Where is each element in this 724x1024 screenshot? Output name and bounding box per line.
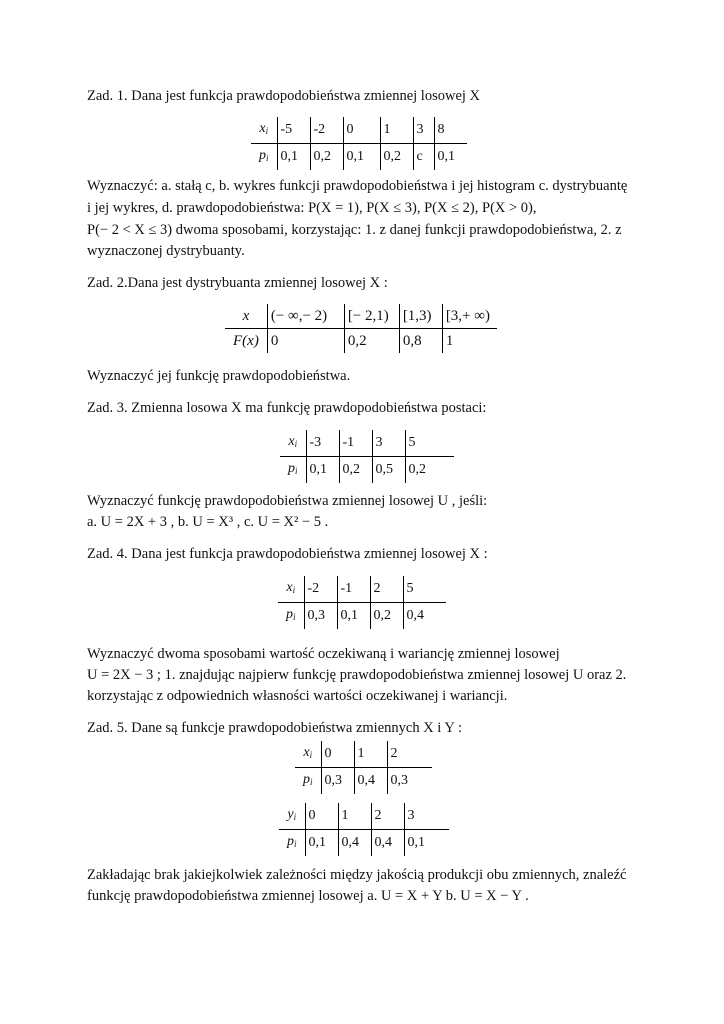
task-1-heading: Zad. 1. Dana jest funkcja prawdopodobieństwa zmiennej losowej X (87, 88, 481, 104)
row-label: $p_i$ (259, 148, 269, 163)
table-cell: 1 (442, 329, 497, 354)
task-4-table (278, 576, 446, 629)
task-3-line-1: Wyznaczyć funkcję prawdopodobieństwa zmiennej losowej U , jeśli: (87, 493, 488, 509)
table-cell: -1 (337, 576, 370, 603)
table-cell: 0,1 (404, 830, 449, 857)
table-cell: 0 (267, 329, 344, 354)
table-cell: 3 (404, 803, 449, 830)
table-cell: [1,3) (399, 304, 442, 329)
table-cell: 0,4 (371, 830, 404, 857)
table-cell: 0,3 (321, 768, 354, 795)
row-label: $x_i$ (295, 741, 321, 768)
table-row (251, 144, 467, 171)
task-5-line-2: funkcję prawdopodobieństwa zmiennej losowej a. U = X + Y b. U = X − Y . (87, 888, 529, 904)
table-cell: 2 (371, 803, 404, 830)
table-cell: 2 (387, 741, 432, 768)
table-row (280, 457, 454, 484)
table-cell: 0,2 (344, 329, 399, 354)
table-cell: 0,2 (370, 603, 403, 630)
row-label: $y_i$ (279, 803, 305, 830)
task-2-line-1: Wyznaczyć jej funkcję prawdopodobieństwa. (87, 368, 351, 384)
table-cell: 1 (354, 741, 387, 768)
table-row (295, 741, 432, 768)
table-row (295, 768, 432, 795)
table-cell: 0,8 (399, 329, 442, 354)
table-cell: 1 (380, 117, 413, 144)
table-cell: 0 (321, 741, 354, 768)
table-row (278, 603, 446, 630)
task-3-heading: Zad. 3. Zmienna losowa X ma funkcję prawdopodobieństwa postaci: (87, 400, 487, 416)
table-row (225, 304, 497, 329)
task-5-heading: Zad. 5. Dane są funkcje prawdopodobieństwa zmiennych X i Y : (87, 720, 463, 736)
task-1-table (251, 117, 467, 170)
table-cell: 2 (370, 576, 403, 603)
task-5-table-y (279, 803, 449, 856)
table-cell: -1 (339, 430, 372, 457)
task-4-line-3: korzystając z odpowiednich własności wartości oczekiwanej i wariancji. (87, 688, 508, 704)
table-cell: 8 (434, 117, 467, 144)
table-cell: 0,5 (372, 457, 405, 484)
table-cell: -3 (306, 430, 339, 457)
table-row (251, 117, 467, 144)
task-4-line-2: U = 2X − 3 ; 1. znajdując najpierw funkcję prawdopodobieństwa zmiennej losowej U oraz 2. (87, 667, 627, 683)
table-row (279, 830, 449, 857)
table-cell: 3 (372, 430, 405, 457)
task-5-table-x (295, 741, 432, 794)
table-cell: 0,4 (338, 830, 371, 857)
task-4-line-1: Wyznaczyć dwoma sposobami wartość oczekiwaną i wariancję zmiennej losowej (87, 646, 560, 662)
table-cell: 5 (405, 430, 454, 457)
task-2-table (225, 304, 497, 353)
task-1-line-3: P(− 2 < X ≤ 3) dwoma sposobami, korzystając: 1. z danej funkcji prawdopodobieństwa, 2. z (87, 222, 622, 238)
table-cell: 0,1 (277, 144, 310, 171)
row-label: $x_i$ (280, 430, 306, 457)
table-cell: 0 (343, 117, 380, 144)
table-cell: 0,4 (403, 603, 446, 630)
table-cell: 0,2 (380, 144, 413, 171)
task-2-heading: Zad. 2.Dana jest dystrybuanta zmiennej losowej X : (87, 275, 388, 291)
table-cell: 5 (403, 576, 446, 603)
task-4-heading: Zad. 4. Dana jest funkcja prawdopodobieństwa zmiennej losowej X : (87, 546, 488, 562)
table-cell: [− 2,1) (344, 304, 399, 329)
table-row (225, 329, 497, 354)
row-label: $p_i$ (287, 834, 297, 849)
task-1-line-4: wyznaczonej dystrybuanty. (87, 243, 245, 259)
table-cell: 0,4 (354, 768, 387, 795)
row-label: F(x) (233, 333, 259, 349)
task-1-line-1: Wyznaczyć: a. stałą c, b. wykres funkcji prawdopodobieństwa i jej histogram c. dystrybuantę (87, 178, 628, 194)
task-3-line-2: a. U = 2X + 3 , b. U = X³ , c. U = X² − 5 . (87, 514, 329, 530)
table-cell: 0,2 (310, 144, 343, 171)
table-cell: 0,1 (305, 830, 338, 857)
row-label: x (225, 304, 267, 329)
task-1-line-2: i jej wykres, d. prawdopodobieństwa: P(X = 1), P(X ≤ 3), P(X ≤ 2), P(X > 0), (87, 200, 537, 216)
table-cell: 0,3 (304, 603, 337, 630)
table-cell: 0,1 (434, 144, 467, 171)
table-cell: 0,3 (387, 768, 432, 795)
table-cell: 0,1 (343, 144, 380, 171)
row-label: $x_i$ (251, 117, 277, 144)
row-label: $x_i$ (278, 576, 304, 603)
table-cell: 0 (305, 803, 338, 830)
row-label: $p_i$ (303, 772, 313, 787)
table-cell: 1 (338, 803, 371, 830)
task-5-line-1: Zakładając brak jakiejkolwiek zależności między jakością produkcji obu zmiennych, znaleźć (87, 867, 627, 883)
table-cell: -2 (304, 576, 337, 603)
table-cell: 0,2 (405, 457, 454, 484)
table-row (280, 430, 454, 457)
table-cell: [3,+ ∞) (442, 304, 497, 329)
table-cell: -5 (277, 117, 310, 144)
table-cell: (− ∞,− 2) (267, 304, 344, 329)
table-cell: 3 (413, 117, 434, 144)
task-3-table (280, 430, 454, 483)
table-cell: 0,1 (306, 457, 339, 484)
table-row (279, 803, 449, 830)
table-cell: 0,1 (337, 603, 370, 630)
row-label: $p_i$ (288, 461, 298, 476)
table-row (278, 576, 446, 603)
table-cell: c (413, 144, 434, 171)
table-cell: -2 (310, 117, 343, 144)
row-label: $p_i$ (286, 607, 296, 622)
table-cell: 0,2 (339, 457, 372, 484)
